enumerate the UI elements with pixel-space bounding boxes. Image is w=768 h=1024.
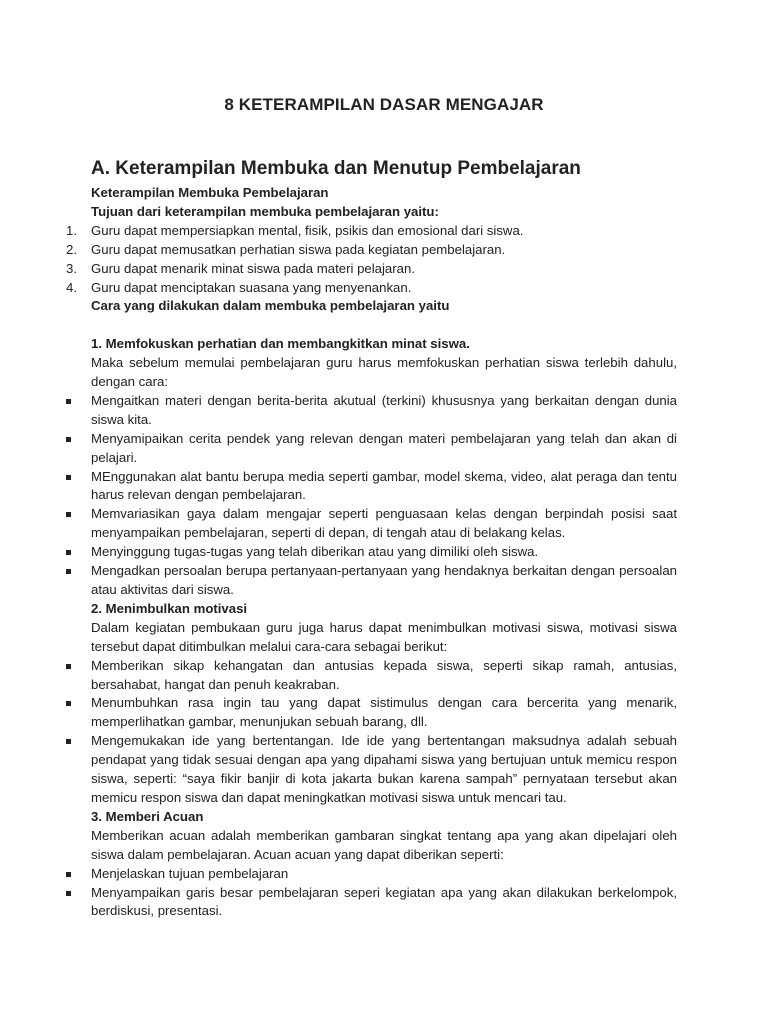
section-a-title: A. Keterampilan Membuka dan Menutup Pembelajaran [91,158,581,179]
document-title: 8 KETERAMPILAN DASAR MENGAJAR [224,95,544,114]
bullet-icon [66,891,71,896]
bullet-text: Memvariasikan gaya dalam mengajar seperti penguasaan kelas dengan berpindah posisi saat menyampaikan pembelajaran, seperti di depan, di tengah atau di belakang kelas. [91,506,677,541]
part1-intro: Maka sebelum memulai pembelajaran guru harus memfokuskan perhatian siswa terlebih dahulu, dengan cara: [91,355,677,390]
bullet-item [91,562,677,600]
goals-list [66,222,677,298]
bullet-text: Mengadkan persoalan berupa pertanyaan-pertanyaan yang hendaknya berkaitan dengan persoalan atau aktivitas dari siswa. [91,563,677,598]
bullet-item [91,505,677,543]
document-body [66,184,677,921]
part3-heading: 3. Memberi Acuan [91,808,204,824]
bullet-item [91,884,677,922]
bullet-icon [66,569,71,574]
list-item-text: Guru dapat menarik minat siswa pada materi pelajaran. [91,260,415,276]
bullet-text: MEnggunakan alat bantu berupa media seperti gambar, model skema, video, alat peraga dan tentu harus relevan dengan pembelajaran. [91,468,677,503]
list-item [66,241,677,260]
list-number: 4. [66,279,77,295]
list-item-text: Guru dapat menciptakan suasana yang menyenankan. [91,279,412,295]
list-item [66,260,677,279]
list-item [66,222,677,241]
sub-heading: Keterampilan Membuka Pembelajaran [91,185,329,200]
bullet-text: Menjelaskan tujuan pembelajaran [91,865,289,881]
bullet-item [91,430,677,468]
bullet-icon [66,475,71,480]
bullet-text: Menyampaikan garis besar pembelajaran seperi kegiatan apa yang akan dilakukan berkelompok, berdiskusi, presentasi. [91,884,677,919]
list-number: 1. [66,222,77,238]
list-number: 3. [66,260,77,276]
bullet-icon [66,664,71,669]
bullet-text: Mengaitkan materi dengan berita-berita akutual (terkini) khususnya yang berkaitan dengan dunia siswa kita. [91,392,677,427]
bullet-item [91,865,677,884]
bullet-item [91,543,677,562]
spacer [91,316,677,335]
bullet-icon [66,437,71,442]
bullet-icon [66,550,71,555]
list-number: 2. [66,241,77,257]
bullet-icon [66,872,71,877]
bullet-text: Menumbuhkan rasa ingin tau yang dapat sistimulus dengan cara bercerita yang menarik, memperlihatkan gambar, menunjukan sebuah barang, dll. [91,695,677,730]
part3-intro: Memberikan acuan adalah memberikan gambaran singkat tentang apa yang akan dipelajari oleh siswa dalam pembelajaran. Acuan acuan yang dapat diberikan seperti: [91,827,677,862]
list-item-text: Guru dapat mempersiapkan mental, fisik, psikis dan emosional dari siswa. [91,222,524,238]
part3-bullets [91,865,677,922]
goals-intro: Tujuan dari keterampilan membuka pembelajaran yaitu: [91,203,439,219]
bullet-text: Menyinggung tugas-tugas yang telah diberikan atau yang dimiliki oleh siswa. [91,544,539,560]
part2-bullets [91,657,677,808]
bullet-icon [66,512,71,517]
list-item [66,279,677,298]
bullet-icon [66,739,71,744]
bullet-text: Memberikan sikap kehangatan dan antusias kepada siswa, seperti sikap ramah, antusias, bersahabat, hangat dan penuh keakraban. [91,657,677,692]
methods-intro: Cara yang dilakukan dalam membuka pembelajaran yaitu [91,298,450,314]
part2-intro: Dalam kegiatan pembukaan guru juga harus dapat menimbulkan motivasi siswa, motivasi siswa tersebut dapat ditimbulkan melalui cara-cara sebagai berikut: [91,619,677,654]
bullet-item [91,468,677,506]
bullet-item [91,657,677,695]
bullet-item [91,392,677,430]
bullet-icon [66,399,71,404]
bullet-item [91,732,677,808]
bullet-text: Menyamipaikan cerita pendek yang relevan dengan materi pembelajaran yang telah dan akan di pelajari. [91,430,677,465]
part2-heading: 2. Menimbulkan motivasi [91,600,248,616]
bullet-text: Mengemukakan ide yang bertentangan. Ide ide yang bertentangan maksudnya adalah sebuah pendapat yang tidak sesuai dengan apa yang dipahami siswa yang bertujuan untuk memicu respon siswa, seperti: “saya fikir banjir di kota jakarta bukan karena sampah” pernyataan tersebut akan memicu respon siswa dan dapat meningkatkan motivasi siswa untuk mencari tau. [91,733,677,805]
list-item-text: Guru dapat memusatkan perhatian siswa pada kegiatan pembelajaran. [91,241,506,257]
part1-bullets [91,392,677,600]
bullet-icon [66,701,71,706]
part1-heading: 1. Memfokuskan perhatian dan membangkitkan minat siswa. [91,336,470,352]
bullet-item [91,694,677,732]
